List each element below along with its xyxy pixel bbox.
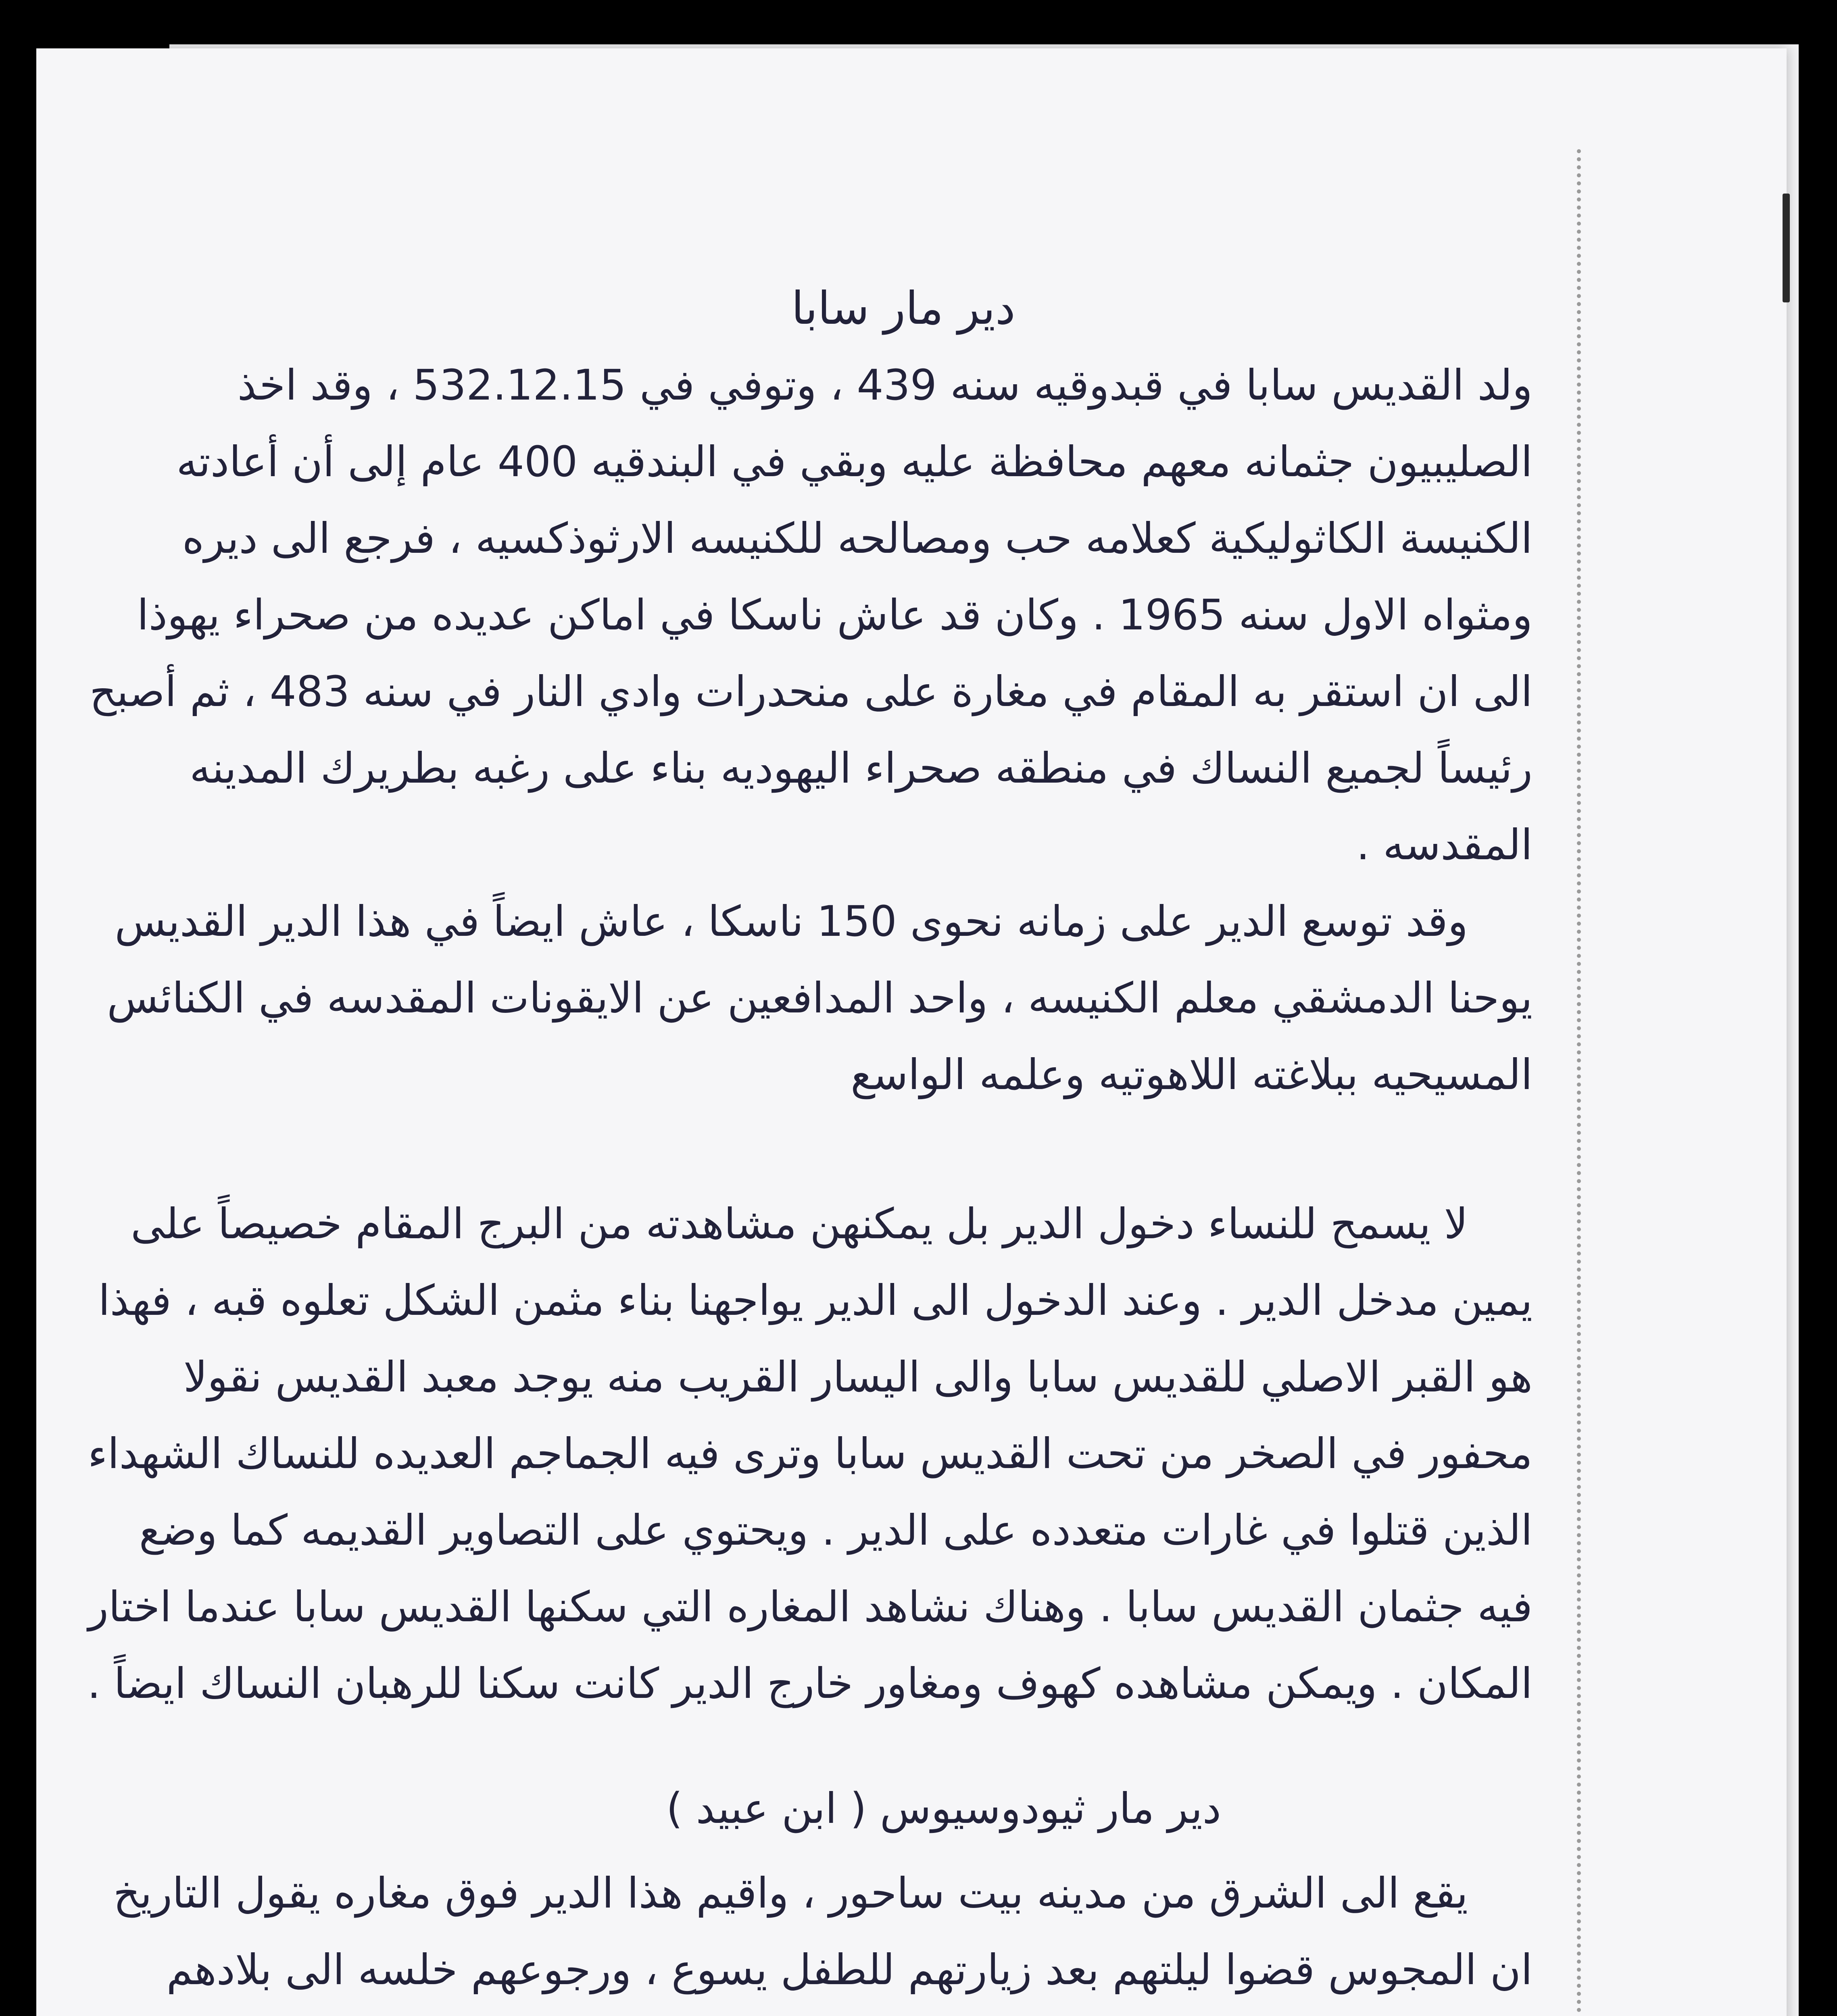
section-title-mar-saba: دير مار سابا: [791, 282, 1015, 335]
paragraph-3: لا يسمح للنساء دخول الدير بل يمكنهن مشاهدته من البرج المقام خصيصاً على يمين مدخل الدير . وعند الدخول الى الدير يواجهنا بناء مثمن الشكل تعلوه قبه ، فهذا هو القبر الاصلي للقديس سابا والى اليسار القريب منه يوجد معبد القديس نقولا محفور في الصخر من تحت القديس سابا وترى فيه الجماجم العديده للنساك الشهداء الذين قتلوا في غارات متعدده على الدير . ويحتوي على التصاوير القديمه كما وضع فيه جثمان القديس سابا . وهناك نشاهد المغاره التي سكنها القديس سابا عندما اختار المكان . ويمكن مشاهده كهوف ومغاور خارج الدير كانت سكنا للرهبان النساك ايضاً .: [87, 1199, 1533, 1708]
paragraph-1: ولد القديس سابا في قبدوقيه سنه 439 ، وتوفي في 532.12.15 ، وقد اخذ الصليبيون جثمانه معهم محافظة عليه وبقي في البندقيه 400 عام إلى أن أعادته الكنيسة الكاثوليكية كعلامه حب ومصالحه للكنيسه الارثوذكسيه ، فرجع الى ديره ومثواه الاول سنه 1965 . وكان قد عاش ناسكا في اماكن عديده من صحراء يهوذا الى ان استقر به المقام في مغارة على منحدرات وادي النار في سنه 483 ، ثم أصبح رئيساً لجميع النساك في منطقه صحراء اليهوديه بناء على رغبه بطريرك المدينه المقدسه .: [89, 360, 1533, 869]
paragraph-gap: [73, 1722, 1533, 1778]
section-title-mar-theodosius: دير مار ثيودوسيوس ( ابن عبيد ): [666, 1784, 1221, 1833]
margin-line: [1577, 149, 1581, 2016]
paragraph-2: وقد توسع الدير على زمانه نحوى 150 ناسكا ، عاش ايضاً في هذا الدير القديس يوحنا الدمشقي معلم الكنيسه ، واحد المدافعين عن الايقونات المقدسه في الكنائس المسيحيه ببلاغته اللاهوتيه وعلمه الواسع: [107, 897, 1533, 1099]
paragraph-4: يقع الى الشرق من مدينه بيت ساحور ، واقيم هذا الدير فوق مغاره يقول التاريخ ان المجوس قضوا ليلتهم بعد زيارتهم للطفل يسوع ، ورجوعهم خلسه الى بلادهم: [113, 1868, 1533, 1994]
handwritten-text-body: [73, 278, 1533, 2016]
paragraph-gap: [73, 1113, 1533, 1185]
staple-mark: [1783, 194, 1790, 302]
